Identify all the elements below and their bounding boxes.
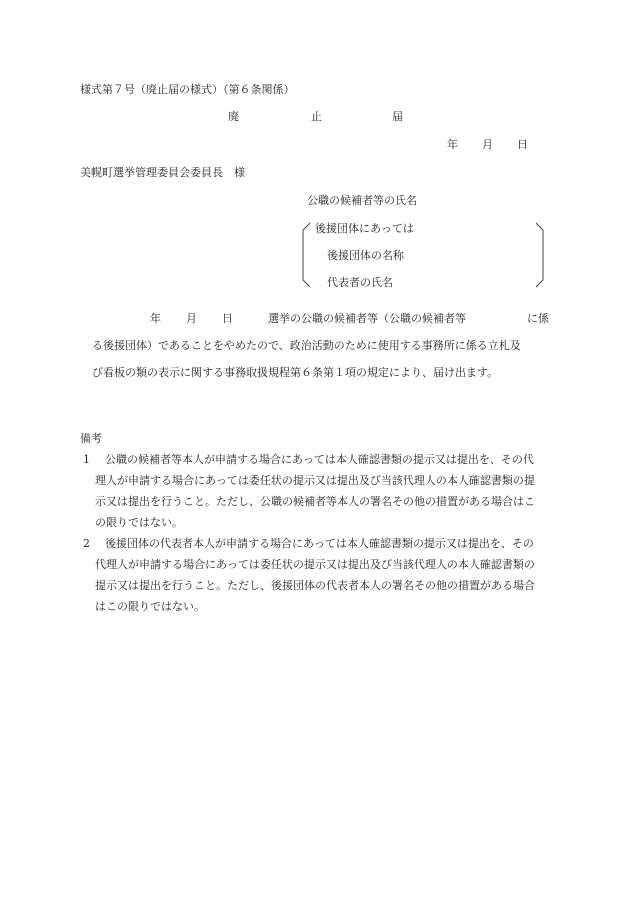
date-year-label: 年: [447, 138, 458, 151]
right-bracket: [535, 222, 545, 288]
form-label: 様式第７号（廃止届の様式）（第６条関係）: [80, 83, 295, 96]
representative-name-label: 代表者の氏名: [327, 276, 393, 289]
remark-number: 2: [83, 537, 90, 550]
body-ni-kakaru: に係: [527, 312, 549, 325]
body-line-2: る後援団体）であることをやめたので、政治活動のために使用する事務所に係る立札及: [92, 339, 521, 352]
remark-item-1: [83, 449, 543, 533]
title-char-3: 届: [392, 110, 403, 123]
addressee: 美幌町選挙管理委員会委員長 様: [80, 166, 245, 179]
left-bracket: [301, 222, 311, 288]
body-line-3: び看板の類の表示に関する事務取扱規程第６条第１項の規定により、届け出ます。: [92, 366, 499, 379]
date-month-label: 月: [482, 138, 493, 151]
body-year-label: 年: [150, 312, 161, 325]
body-month-label: 月: [186, 312, 197, 325]
body-election-text: 選挙の公職の候補者等（公職の候補者等: [268, 312, 466, 325]
remark-item-2: [83, 533, 543, 617]
candidate-name-label: 公職の候補者等の氏名: [307, 194, 417, 207]
support-group-name-label: 後援団体の名称: [327, 249, 404, 262]
remark-number: 1: [83, 453, 90, 466]
support-group-heading: 後援団体にあっては: [315, 222, 414, 235]
title-char-2: 止: [311, 110, 322, 123]
remark-text: 後援団体の代表者本人が申請する場合にあっては本人確認書類の提示又は提出を、その代理人が申請する場合にあっては委任状の提示又は提出及び当該代理人の本人確認書類の提示又は提出を行うこと。ただし、後援団体の代表者本人の署名その他の措置がある場合はこの限りではない。: [95, 537, 535, 613]
remark-text: 公職の候補者等本人が申請する場合にあっては本人確認書類の提示又は提出を、その代理人が申請する場合にあっては委任状の提示又は提出及び当該代理人の本人確認書類の提示又は提出を行うこと。ただし、公職の候補者等本人の署名その他の措置がある場合はこの限りではない。: [95, 453, 535, 529]
remarks-title: 備考: [80, 432, 102, 445]
date-day-label: 日: [517, 138, 528, 151]
body-day-label: 日: [222, 312, 233, 325]
title-char-1: 廃: [228, 110, 239, 123]
